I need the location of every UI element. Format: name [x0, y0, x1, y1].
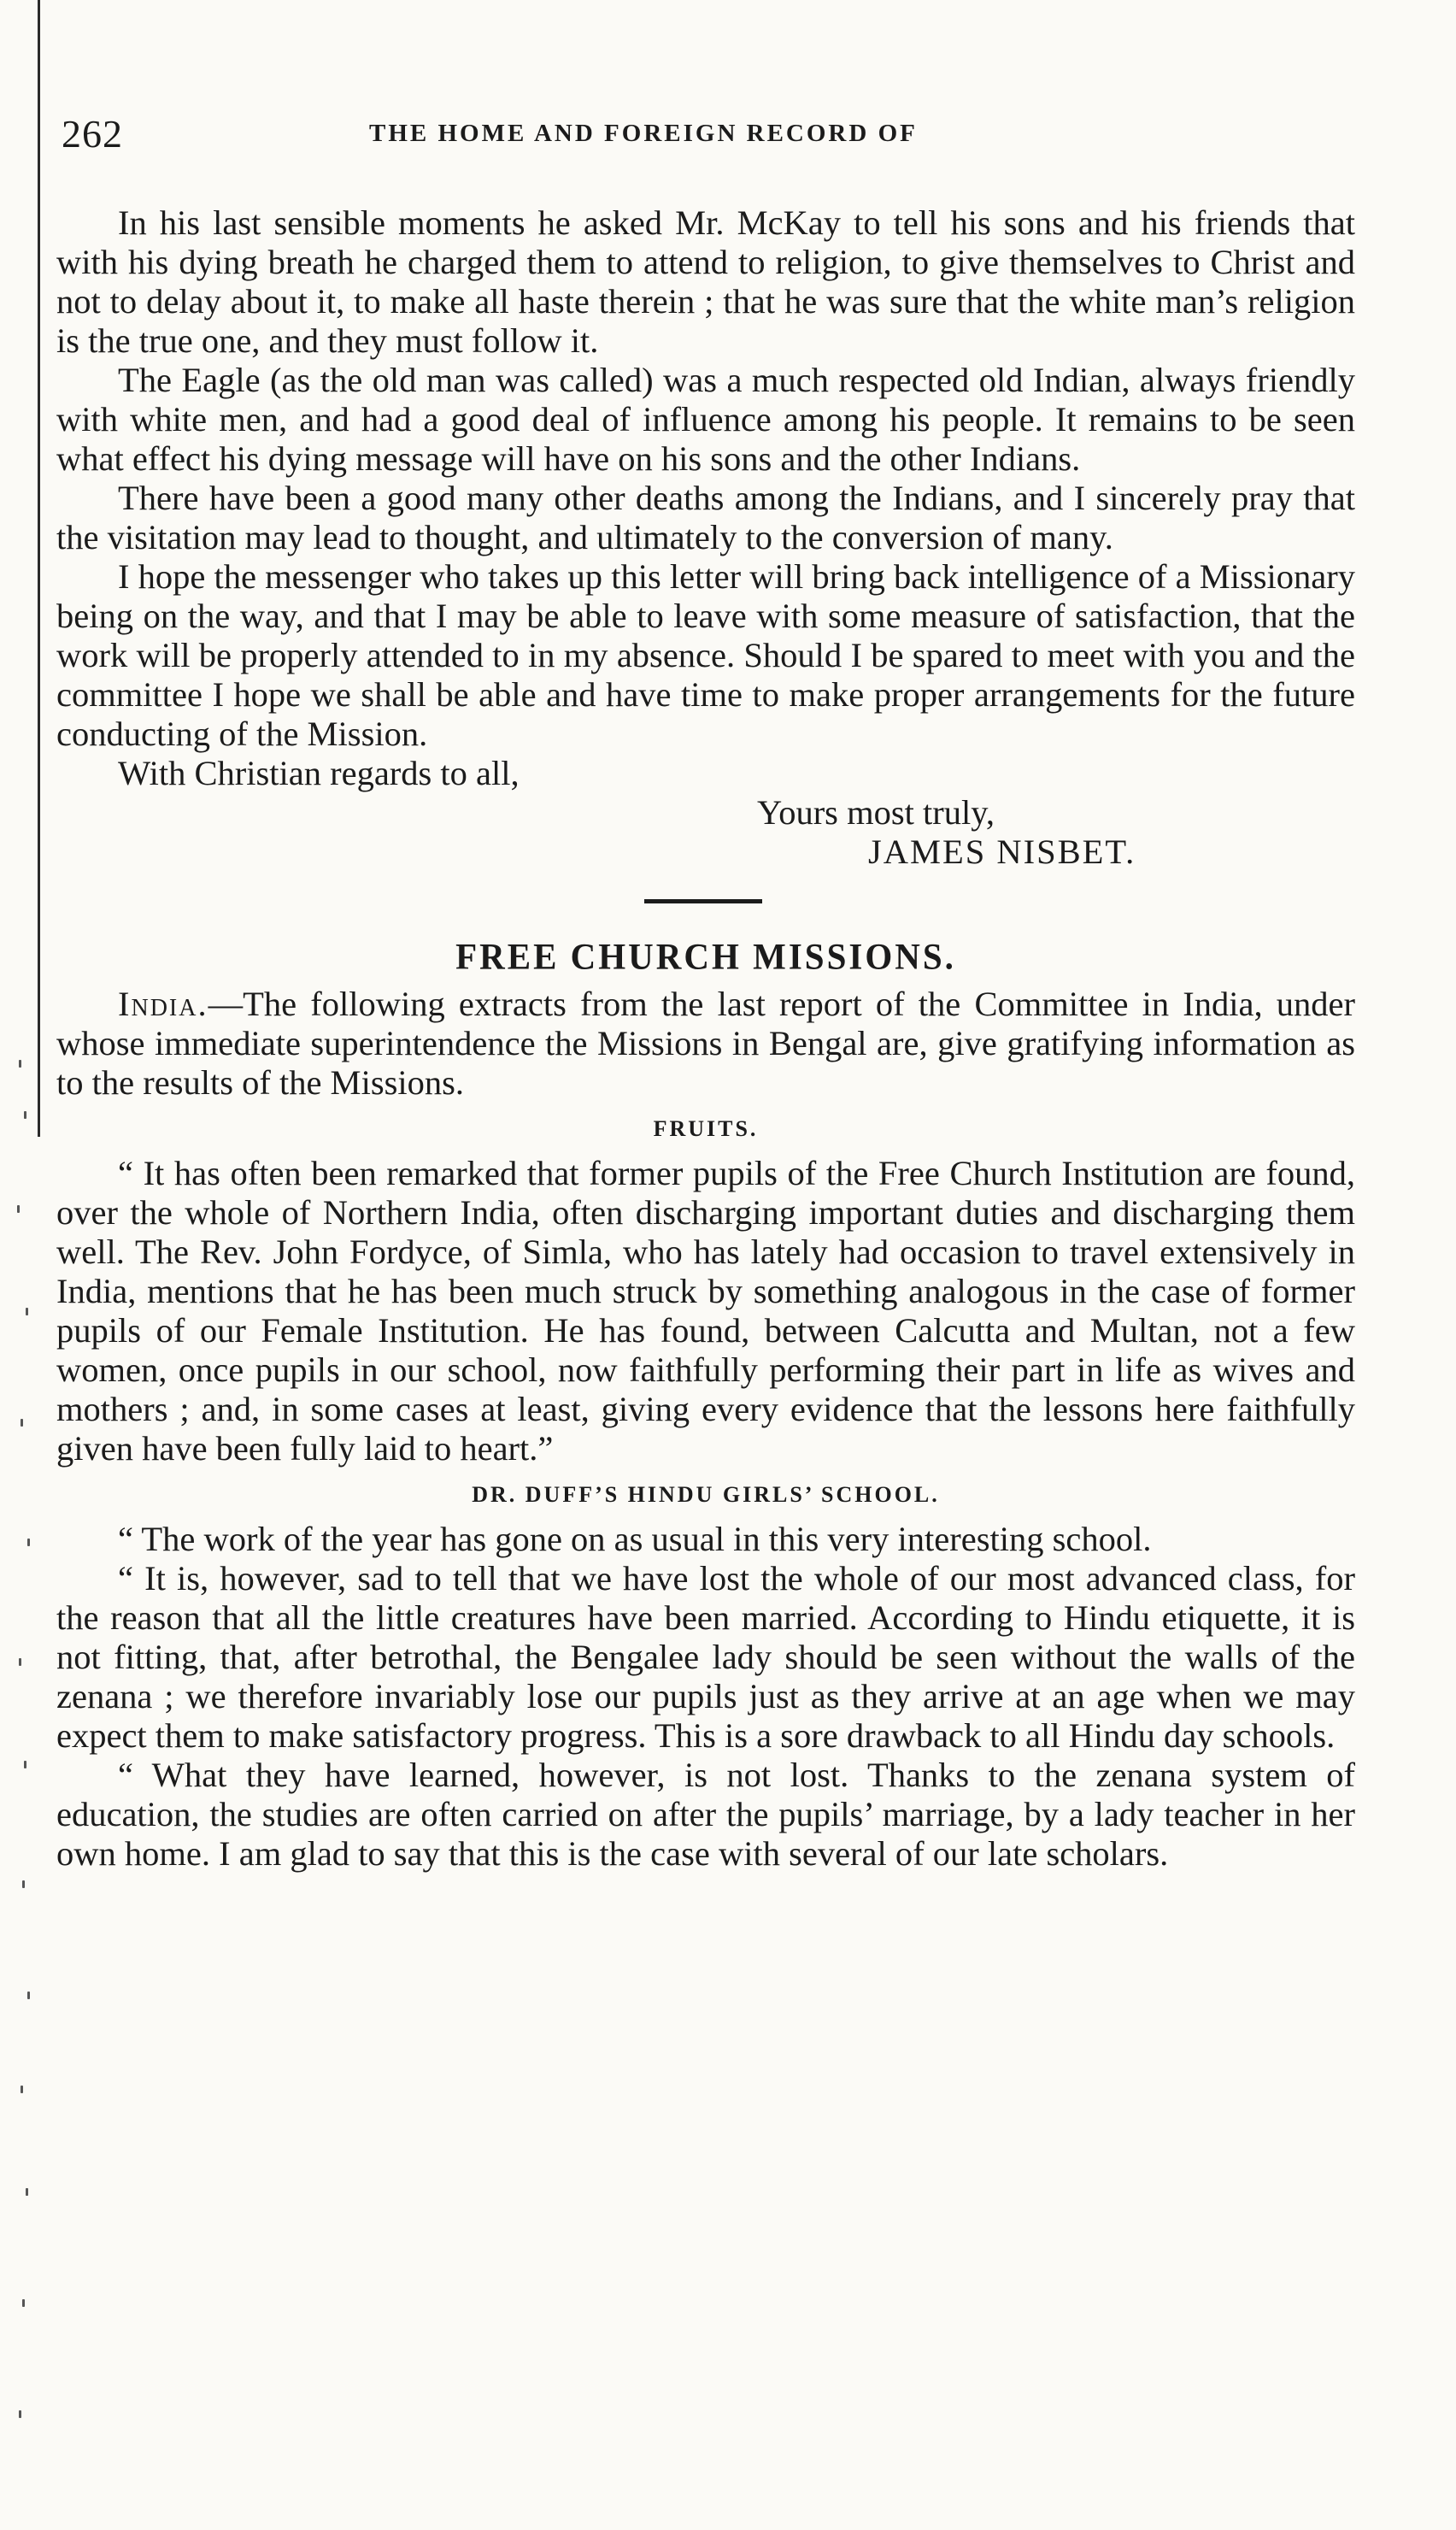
letter-paragraph: In his last sensible moments he asked Mr. McKay to tell his sons and his friends that with his dying breath he charged them to attend to religion, to give themselves to Christ and not to delay about it, to make all haste therein ; that he was sure that the white man’s religion is the true one, and they must follow it. — [56, 203, 1355, 360]
running-head: THE HOME AND FOREIGN RECORD OF — [369, 120, 918, 147]
page-header — [62, 111, 1369, 162]
subheading-school: DR. DUFF’S HINDU GIRLS’ SCHOOL. — [472, 1482, 940, 1507]
letter-paragraph: There have been a good many other deaths among the Indians, and I sincerely pray that the visitation may lead to thought, and ultimately to the conversion of many. — [56, 479, 1355, 556]
intro-text: —The following extracts from the last report of the Committee in India, under whose immediate superintendence the Missions in Bengal are, give gratifying information as to the results of the Missions. — [56, 985, 1355, 1102]
letter-signature: JAMES NISBET. — [868, 833, 1136, 871]
school-paragraph: “ The work of the year has gone on as usual in this very interesting school. — [118, 1520, 1152, 1558]
school-paragraph: “ It is, however, sad to tell that we have lost the whole of our most advanced class, for the reason that all the little creatures have been married. According to Hindu etiquette, it is not fitting, that, after betrothal, the Bengalee lady should be seen without the walls of the zenana ; we therefore invariably lose our pupils just as they arrive at an age when we may expect them to make satisfactory progress. This is a sore drawback to all Hindu day schools. — [56, 1559, 1355, 1755]
letter-signoff: Yours most truly, — [757, 793, 995, 832]
page-body — [56, 203, 1355, 1874]
fruits-paragraph: “ It has often been remarked that former pupils of the Free Church Institution are found, over the whole of Northern India, often discharging important duties and discharging them well. The Rev. John Fordyce, of Simla, who has lately had occasion to travel extensively in India, mentions that he has been much struck by something analogous in the case of former pupils of our Female Institution. He has found, between Calcutta and Multan, not a few women, once pupils in our school, now faithfully performing their part in life as wives and mothers ; and, in some cases at least, giving every evidence that the lessons here faithfully given have been fully laid to heart.” — [56, 1154, 1355, 1468]
school-paragraph: “ What they have learned, however, is not lost. Thanks to the zenana system of education, the studies are often carried on after the pupils’ marriage, by a lady teacher in her own home. I am glad to say that this is the case with several of our late scholars. — [56, 1756, 1355, 1873]
intro-lead: India. — [118, 985, 208, 1023]
letter-paragraph: I hope the messenger who takes up this letter will bring back intelligence of a Missionary being on the way, and that I may be able to leave with some measure of satisfaction, that the work will be properly attended to in my absence. Should I be spared to meet with you and the committee I hope we shall be able and have time to make proper arrangements for the future conducting of the Mission. — [56, 557, 1355, 753]
binding-edge-marks — [15, 1060, 41, 2513]
letter-paragraph: The Eagle (as the old man was called) was a much respected old Indian, always friendly with white men, and had a good deal of influence among his people. It remains to be seen what effect his dying message will have on his sons and the other Indians. — [56, 361, 1355, 478]
page-number: 262 — [62, 112, 123, 156]
divider-rule — [644, 899, 762, 903]
letter-closing: With Christian regards to all, — [118, 754, 520, 792]
binding-edge-line — [38, 0, 40, 1137]
subheading-fruits: FRUITS. — [653, 1116, 759, 1141]
section-divider — [56, 872, 1355, 932]
section-intro — [56, 985, 1355, 1103]
section-title: FREE CHURCH MISSIONS. — [455, 935, 956, 978]
